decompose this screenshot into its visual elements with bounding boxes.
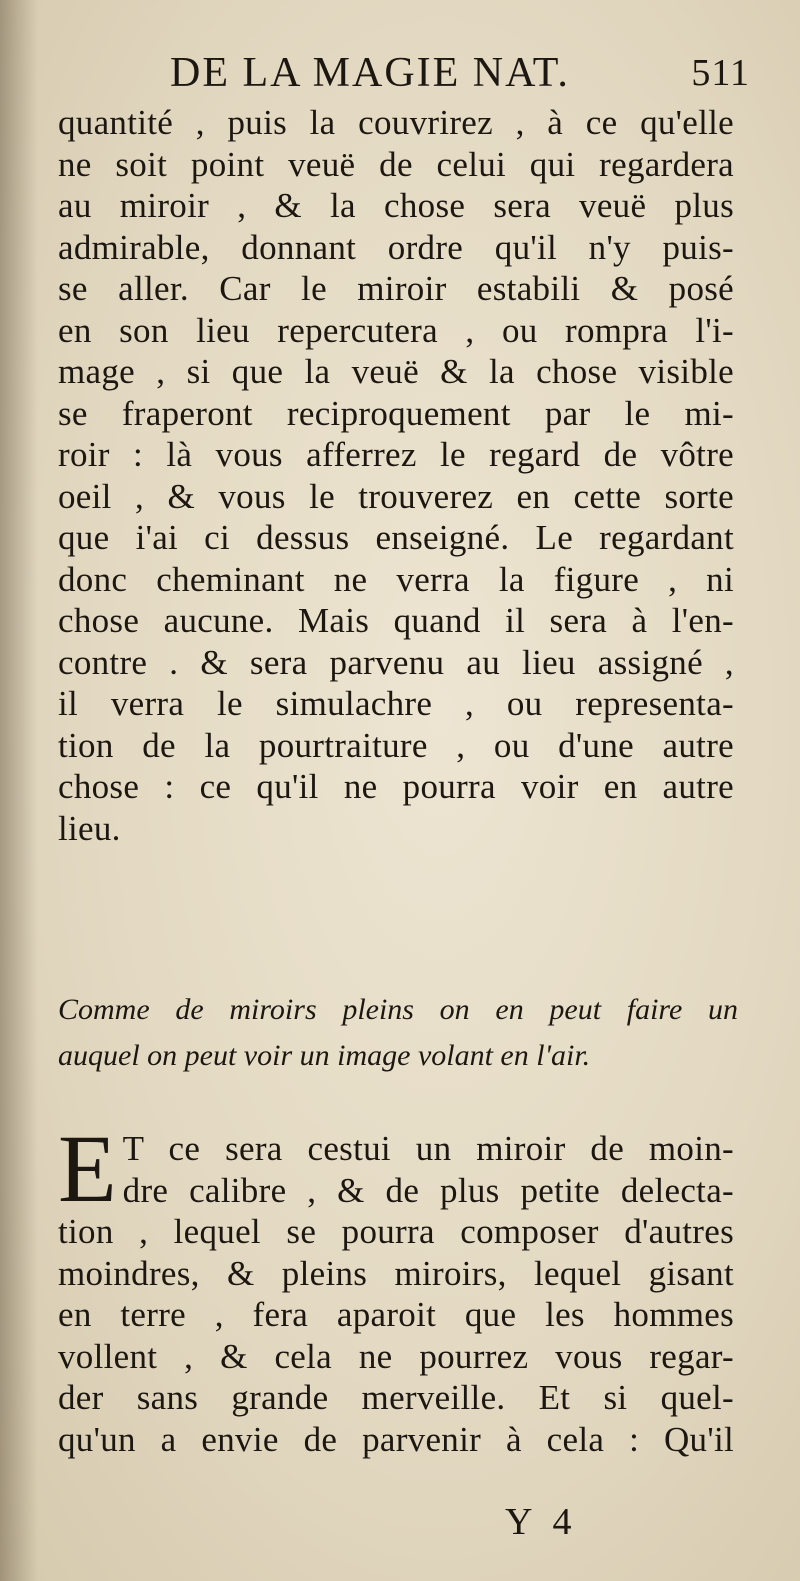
text-line: admirable, donnant ordre qu'il n'y puis-: [58, 227, 734, 267]
text-line: vollent , & cela ne pourrez vous regar-: [58, 1336, 734, 1376]
text-line: ne soit point veuë de celui qui regardera: [58, 144, 734, 184]
text-line: oeil , & vous le trouverez en cette sorte: [58, 476, 734, 516]
text-line: mage , si que la veuë & la chose visible: [58, 352, 734, 391]
text-line: donc cheminant ne verra la figure , ni: [58, 559, 734, 599]
text-line: T ce sera cestui un miroir de moin-: [122, 1129, 734, 1168]
text-line: chose aucune. Mais quand il sera à l'en-: [58, 601, 734, 640]
drop-cap: E: [58, 1115, 117, 1222]
running-head: [60, 48, 750, 98]
text-line: il verra le simulachre , ou representa-: [58, 684, 734, 723]
text-line: que i'ai ci dessus enseigné. Le regardant: [58, 518, 734, 557]
text-line: der sans grande merveille. Et si quel-: [58, 1378, 734, 1417]
text-line: se fraperont reciproquement par le mi-: [58, 393, 734, 433]
signature-mark: Y 4: [505, 1501, 578, 1543]
heading-line: auquel on peut voir un image volant en l'air.: [58, 1039, 591, 1072]
gutter-shadow: [0, 0, 38, 1581]
text-line: moindres, & pleins miroirs, lequel gisant: [58, 1253, 734, 1293]
heading-line: Comme de miroirs pleins on en peut faire un: [58, 993, 738, 1026]
section-heading: [58, 987, 738, 1079]
text-line: tion de la pourtraiture , ou d'une autre: [58, 725, 734, 765]
text-line: au miroir , & la chose sera veuë plus: [58, 186, 734, 225]
text-line: en terre , fera aparoit que les hommes: [58, 1295, 734, 1334]
text-line: se aller. Car le miroir estabili & posé: [58, 269, 734, 308]
text-line: contre . & sera parvenu au lieu assigné ,: [58, 642, 734, 682]
paragraph-new: [58, 1115, 734, 1460]
text-line: lieu.: [58, 808, 121, 848]
text-line: en son lieu repercutera , ou rompra l'i-: [58, 310, 734, 350]
paragraph-continued: [58, 102, 734, 849]
text-line: dre calibre , & de plus petite delecta-: [122, 1170, 734, 1210]
running-title: DE LA MAGIE NAT.: [170, 50, 570, 96]
page-number: 511: [691, 52, 750, 94]
text-line: chose : ce qu'il ne pourra voir en autre: [58, 767, 734, 806]
text-line: tion , lequel se pourra composer d'autres: [58, 1212, 734, 1251]
text-line: qu'un a envie de parvenir à cela : Qu'il: [58, 1419, 734, 1459]
text-line: roir : là vous afferrez le regard de vôtre: [58, 435, 734, 474]
text-line: quantité , puis la couvrirez , à ce qu'elle: [58, 103, 734, 142]
